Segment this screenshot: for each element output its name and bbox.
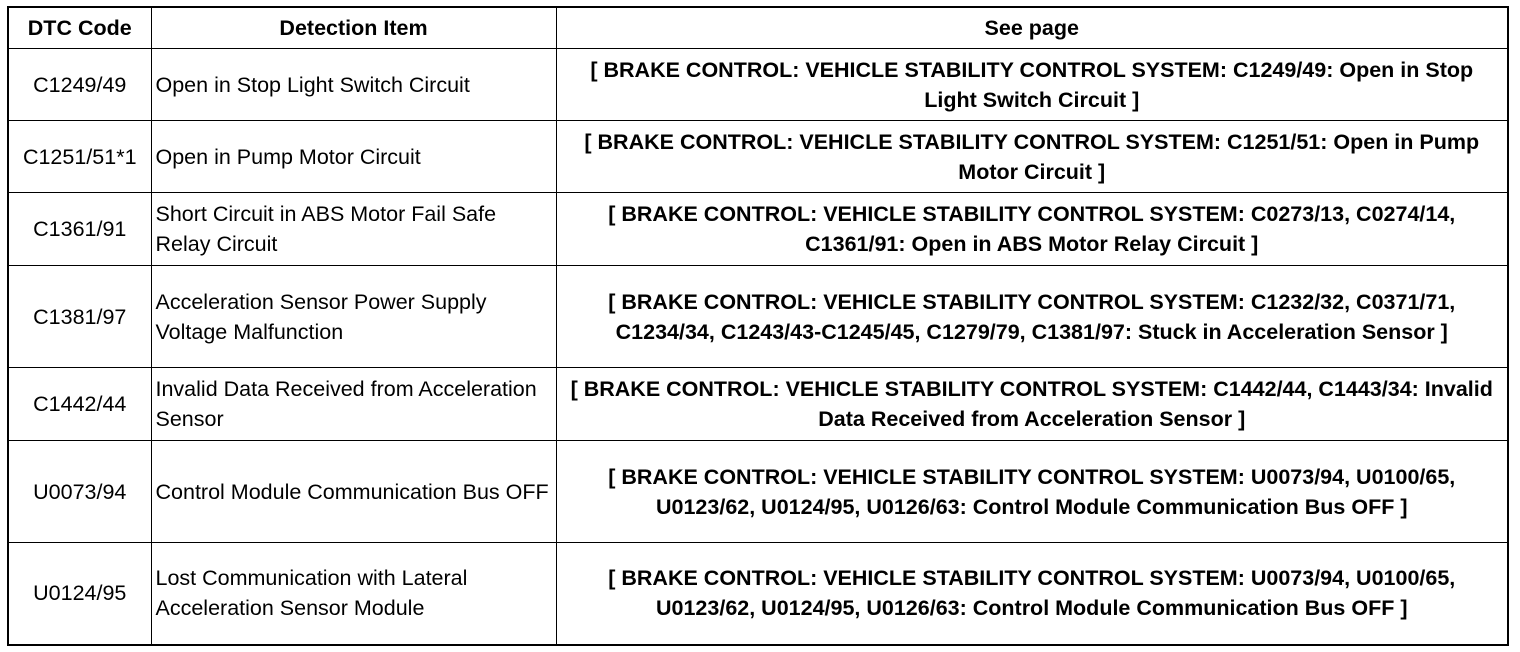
table-header-row [8,7,1508,49]
header-see-page: See page [556,7,1508,49]
see-page-link[interactable]: [ BRAKE CONTROL: VEHICLE STABILITY CONTROL SYSTEM: C1442/44, C1443/34: Invalid Data Received from Acceleration Sensor ] [556,368,1508,441]
see-page-link[interactable]: [ BRAKE CONTROL: VEHICLE STABILITY CONTROL SYSTEM: C0273/13, C0274/14, C1361/91: Open in ABS Motor Relay Circuit ] [556,193,1508,266]
detection-item-cell: Invalid Data Received from Acceleration Sensor [151,368,556,441]
see-page-link[interactable]: [ BRAKE CONTROL: VEHICLE STABILITY CONTROL SYSTEM: C1249/49: Open in Stop Light Switch Circuit ] [556,49,1508,121]
see-page-link[interactable]: [ BRAKE CONTROL: VEHICLE STABILITY CONTROL SYSTEM: U0073/94, U0100/65, U0123/62, U0124/95, U0126/63: Control Module Communication Bus OFF ] [556,441,1508,543]
detection-item-cell: Acceleration Sensor Power Supply Voltage Malfunction [151,266,556,368]
detection-item-cell: Open in Stop Light Switch Circuit [151,49,556,121]
see-page-link[interactable]: [ BRAKE CONTROL: VEHICLE STABILITY CONTROL SYSTEM: C1232/32, C0371/71, C1234/34, C1243/43-C1245/45, C1279/79, C1381/97: Stuck in Acceleration Sensor ] [556,266,1508,368]
detection-item-cell: Control Module Communication Bus OFF [151,441,556,543]
detection-item-cell: Open in Pump Motor Circuit [151,121,556,193]
see-page-link[interactable]: [ BRAKE CONTROL: VEHICLE STABILITY CONTROL SYSTEM: C1251/51: Open in Pump Motor Circuit ] [556,121,1508,193]
see-page-link[interactable]: [ BRAKE CONTROL: VEHICLE STABILITY CONTROL SYSTEM: U0073/94, U0100/65, U0123/62, U0124/95, U0126/63: Control Module Communication Bus OFF ] [556,543,1508,645]
header-dtc-code: DTC Code [8,7,151,49]
table-row [8,49,1508,121]
table-row [8,121,1508,193]
dtc-code-cell: C1251/51*1 [8,121,151,193]
detection-item-cell: Lost Communication with Lateral Acceleration Sensor Module [151,543,556,645]
dtc-code-cell: U0073/94 [8,441,151,543]
detection-item-cell: Short Circuit in ABS Motor Fail Safe Relay Circuit [151,193,556,266]
table-row [8,368,1508,441]
dtc-code-cell: C1361/91 [8,193,151,266]
table-row [8,441,1508,543]
table-row [8,543,1508,645]
dtc-table [7,6,1509,646]
dtc-code-cell: C1381/97 [8,266,151,368]
table-row [8,266,1508,368]
dtc-code-cell: C1249/49 [8,49,151,121]
table-row [8,193,1508,266]
header-detection-item: Detection Item [151,7,556,49]
dtc-code-cell: C1442/44 [8,368,151,441]
dtc-code-cell: U0124/95 [8,543,151,645]
